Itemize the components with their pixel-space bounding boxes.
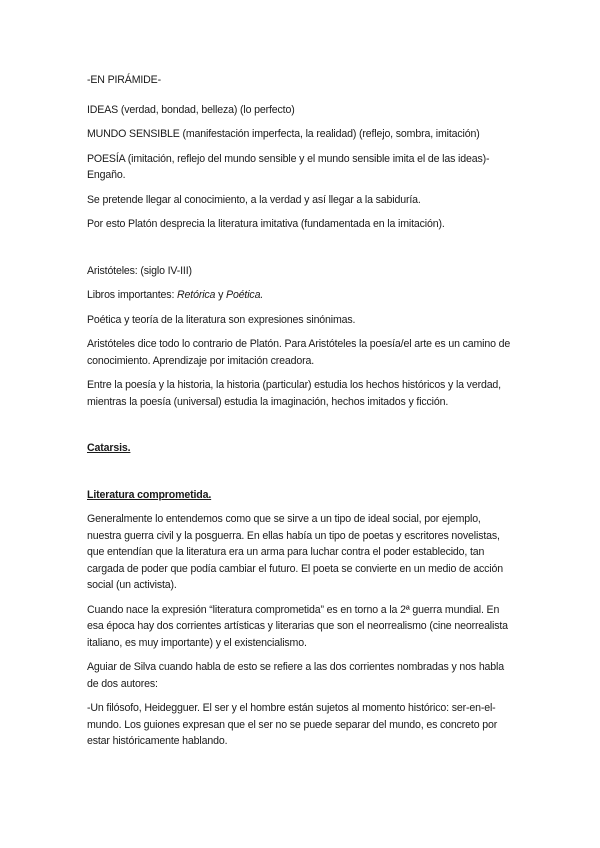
poetica-line: Poética y teoría de la literatura son expresiones sinónimas. (87, 313, 356, 326)
aguiar-paragraph: Aguiar de Silva cuando habla de esto se refiere a las dos corrientes nombradas y nos habla de dos autores: (87, 661, 504, 690)
catarsis-heading: Catarsis. (87, 442, 131, 454)
generalmente-paragraph: Generalmente lo entendemos como que se sirve a un tipo de ideal social, por ejemplo, nuestra guerra civil y la posguerra. En ellas había un tipo de poetas y escritores novelistas, que entendían que la literatura era un arma para luchar contra el poder establecido, tan cargada de poder que podía cambiar el futuro. El poeta se convierte en un medio de acción social (un activista). (87, 513, 503, 591)
poesia-historia-paragraph: Entre la poesía y la historia, la historia (particular) estudia los hechos históricos y la verdad, mientras la poesía (universal) estudia la imaginación, hechos imitados y ficción. (87, 379, 501, 408)
libros-prefix: Libros importantes: (87, 289, 178, 301)
ideas-line: IDEAS (verdad, bondad, belleza) (lo perfecto) (87, 103, 295, 116)
literatura-comprometida-heading: Literatura comprometida. (87, 488, 212, 501)
heidegguer-paragraph: -Un filósofo, Heidegguer. El ser y el hombre están sujetos al momento histórico: ser-en-el-mundo. Los guiones expresan que el ser no se puede separar del mundo, es concreto por estar históricamente hablando. (87, 702, 498, 747)
book-poetica: Poética. (226, 289, 264, 301)
libros-and: y (215, 289, 227, 301)
pyramid-heading: -EN PIRÁMIDE- (87, 74, 161, 86)
poesia-line: POESÍA (imitación, reflejo del mundo sensible y el mundo sensible imita el de las ideas)- Engaño. (87, 152, 490, 181)
cuando-nace-paragraph: Cuando nace la expresión “literatura comprometida” es en torno a la 2ª guerra mundial. En esa época hay dos corrientes artísticas y literarias que son el neorrealismo (cine neorrealista italiano, es muy importante) y el existencialismo. (87, 603, 508, 649)
aristoteles-line: Aristóteles: (siglo IV-III) (87, 264, 192, 277)
mundo-sensible-line: MUNDO SENSIBLE (manifestación imperfecta, la realidad) (reflejo, sombra, imitación) (87, 128, 480, 140)
conocimiento-line: Se pretende llegar al conocimiento, a la verdad y así llegar a la sabiduría. (87, 193, 421, 206)
libros-line (87, 287, 512, 304)
aristoteles-platon-paragraph: Aristóteles dice todo lo contrario de Platón. Para Aristóteles la poesía/el arte es un camino de conocimiento. Aprendizaje por imitación creadora. (87, 338, 511, 367)
book-retorica: Retórica (177, 289, 216, 301)
platon-line: Por esto Platón desprecia la literatura imitativa (fundamentada en la imitación). (87, 218, 445, 230)
